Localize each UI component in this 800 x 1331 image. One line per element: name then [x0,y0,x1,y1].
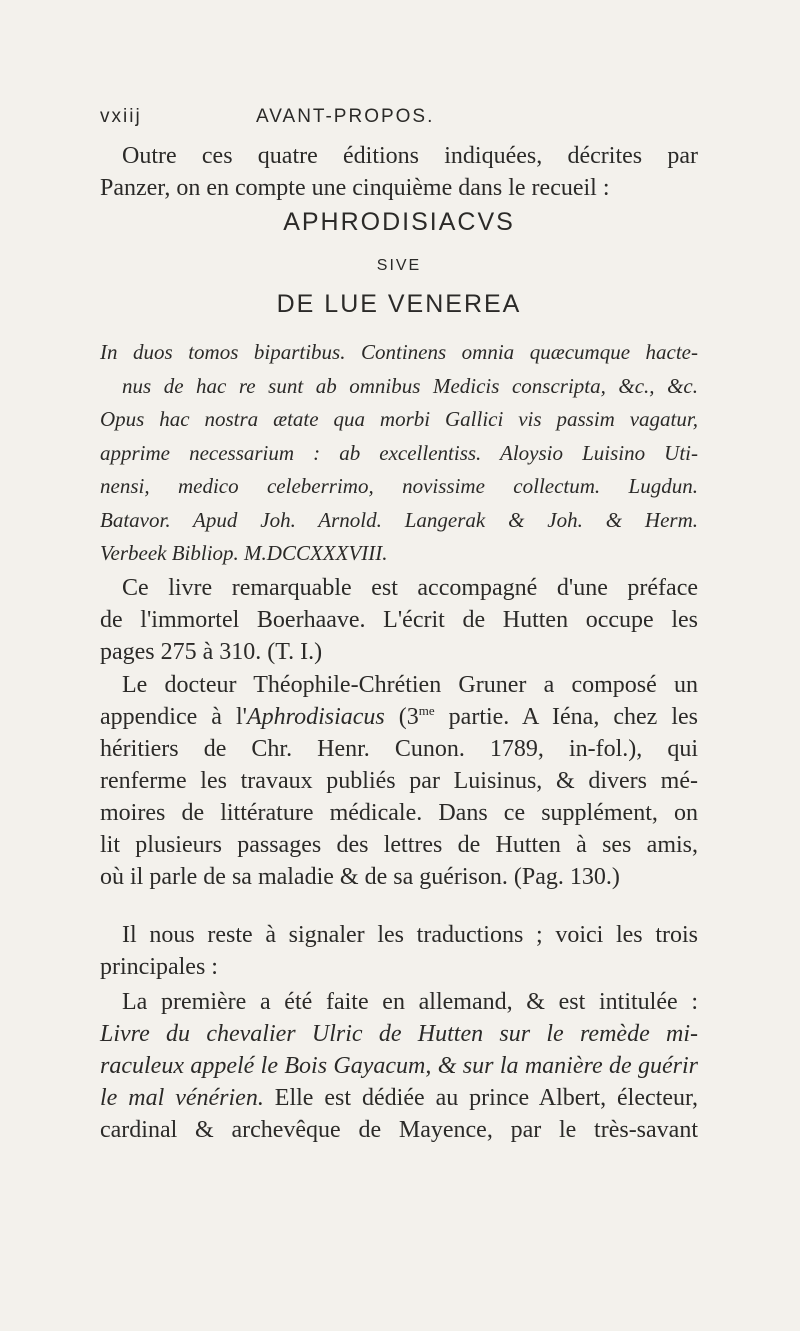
text-fragment: (3 [384,704,419,730]
running-title: AVANT-PROPOS. [256,106,435,127]
paragraph-preface [100,572,698,668]
text-line: principales : [100,954,218,980]
text-line: Ce livre remarquable est accompagné d'une préface [122,575,698,601]
text-line: Livre du chevalier Ulric de Hutten sur le remède mi- [100,1021,698,1047]
superscript: me [418,703,435,718]
text-line [100,1082,698,1114]
text-line: cardinal & archevêque de Mayence, par le très-savant [100,1117,698,1143]
text-line: lit plusieurs passages des lettres de Hutten à ses amis, [100,832,698,858]
text-line: pages 275 à 310. (T. I.) [100,639,323,665]
text-line [100,701,698,733]
intro-paragraph [100,140,698,204]
text-fragment: partie. A Iéna, chez les [434,704,698,730]
text-line: apprime necessarium : ab excellentiss. Aloysio Luisino Uti- [100,440,698,465]
text-line: renferme les travaux publiés par Luisinus, & divers mé- [100,768,698,794]
text-line: où il parle de sa maladie & de sa guérison. (Pag. 130.) [100,864,620,890]
text-line: Outre ces quatre éditions indiquées, décrites par [122,143,698,169]
text-line: Verbeek Bibliop. M.DCCXXXVIII. [100,541,388,565]
text-line: nensi, medico celeberrimo, novissime collectum. Lugdun. [100,474,698,498]
running-head [100,106,700,136]
text-line: La première a été faite en allemand, & est intitulée : [122,989,698,1015]
text-line: raculeux appelé le Bois Gayacum, & sur la manière de guérir [100,1053,698,1079]
text-line: Opus hac nostra ætate qua morbi Gallici vis passim vagatur, [100,407,698,431]
text-line: moires de littérature médicale. Dans ce supplément, on [100,800,698,826]
text-line: In duos tomos bipartibus. Continens omnia quæcumque hacte- [100,340,698,364]
italic-title: le mal vénérien. [100,1085,264,1111]
book-title: APHRODISIACVS [283,208,515,236]
text-line: héritiers de Chr. Henr. Cunon. 1789, in-fol.), qui [100,736,698,762]
book-title-sive: SIVE [376,257,422,274]
text-fragment: appendice à l' [100,704,247,730]
paragraph-gruner [100,669,698,893]
text-line: de l'immortel Boerhaave. L'écrit de Hutten occupe les [100,607,698,633]
text-line: Batavor. Apud Joh. Arnold. Langerak & Joh. & Herm. [100,507,698,532]
text-line: Panzer, on en compte une cinquième dans le recueil : [100,175,610,201]
italic-title: Aphrodisiacus [246,704,385,730]
paragraph-first-translation [100,986,698,1146]
text-line: Le docteur Théophile-Chrétien Gruner a composé un [122,672,698,698]
book-subtitle: DE LUE VENEREA [276,290,522,318]
text-fragment: Elle est dédiée au prince Albert, électeur, [263,1085,699,1111]
latin-title-description [100,336,698,571]
text-line: nus de hac re sunt ab omnibus Medicis conscripta, &c., &c. [122,373,698,398]
paragraph-translations [100,919,698,983]
text-line: Il nous reste à signaler les traductions ; voici les trois [122,922,698,948]
page-number: vxiij [100,106,142,127]
